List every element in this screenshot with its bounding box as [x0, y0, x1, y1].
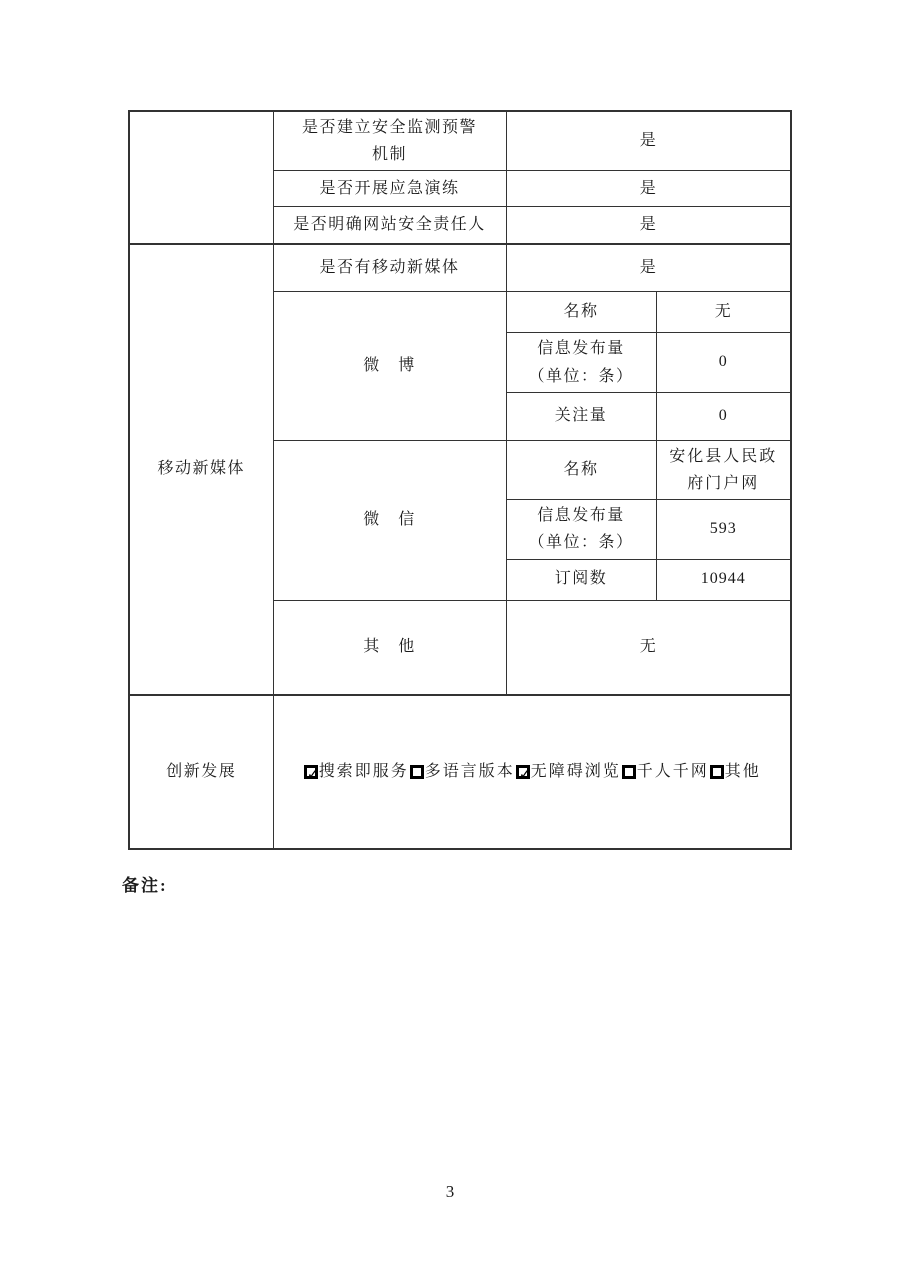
checkbox-personalized-web-icon	[622, 765, 636, 779]
other-media-label: 其 他	[273, 600, 506, 695]
security-officer-label: 是否明确网站安全责任人	[273, 207, 506, 244]
checkbox-search-as-service-icon: ✓	[304, 765, 318, 779]
wechat-cell: 微 信	[273, 440, 506, 600]
wechat-posts-label: 信息发布量 （单位：条）	[506, 500, 656, 559]
security-monitor-value: 是	[506, 111, 791, 171]
option-accessibility-label: 无障碍浏览	[530, 762, 621, 780]
security-category-cell	[129, 111, 273, 244]
innovation-options-cell	[273, 695, 791, 849]
checkbox-other-icon	[710, 765, 724, 779]
table-row	[129, 695, 791, 849]
wechat-subscribers-label: 订阅数	[506, 559, 656, 600]
has-mobile-media-value: 是	[506, 244, 791, 292]
weibo-name-value: 无	[656, 292, 791, 333]
remark-label: 备注:	[122, 876, 168, 895]
innovation-category: 创新发展	[129, 695, 273, 849]
wechat-posts-value: 593	[656, 500, 791, 559]
wechat-subscribers-value: 10944	[656, 559, 791, 600]
checkbox-multilingual-icon	[410, 765, 424, 779]
weibo-posts-label: 信息发布量 （单位：条）	[506, 333, 656, 392]
page-number: 3	[445, 1182, 455, 1201]
option-multilingual-label: 多语言版本	[424, 762, 515, 780]
table-row	[129, 244, 791, 292]
weibo-followers-label: 关注量	[506, 392, 656, 440]
other-media-value: 无	[506, 600, 791, 695]
table-row	[129, 111, 791, 171]
report-table	[128, 110, 792, 850]
option-search-as-service-label: 搜索即服务	[318, 762, 409, 780]
mobile-media-category: 移动新媒体	[129, 244, 273, 695]
weibo-name-label: 名称	[506, 292, 656, 333]
wechat-name-label: 名称	[506, 440, 656, 499]
weibo-cell: 微 博	[273, 292, 506, 440]
has-mobile-media-label: 是否有移动新媒体	[273, 244, 506, 292]
security-officer-value: 是	[506, 207, 791, 244]
emergency-drill-value: 是	[506, 171, 791, 207]
weibo-posts-value: 0	[656, 333, 791, 392]
option-personalized-web-label: 千人千网	[636, 762, 709, 780]
security-monitor-label: 是否建立安全监测预警 机制	[273, 111, 506, 171]
checkbox-accessibility-icon: ✓	[516, 765, 530, 779]
innovation-options-line	[280, 759, 785, 785]
option-other-label: 其他	[724, 762, 761, 780]
weibo-followers-value: 0	[656, 392, 791, 440]
emergency-drill-label: 是否开展应急演练	[273, 171, 506, 207]
wechat-name-value: 安化县人民政府门户网	[656, 440, 791, 499]
